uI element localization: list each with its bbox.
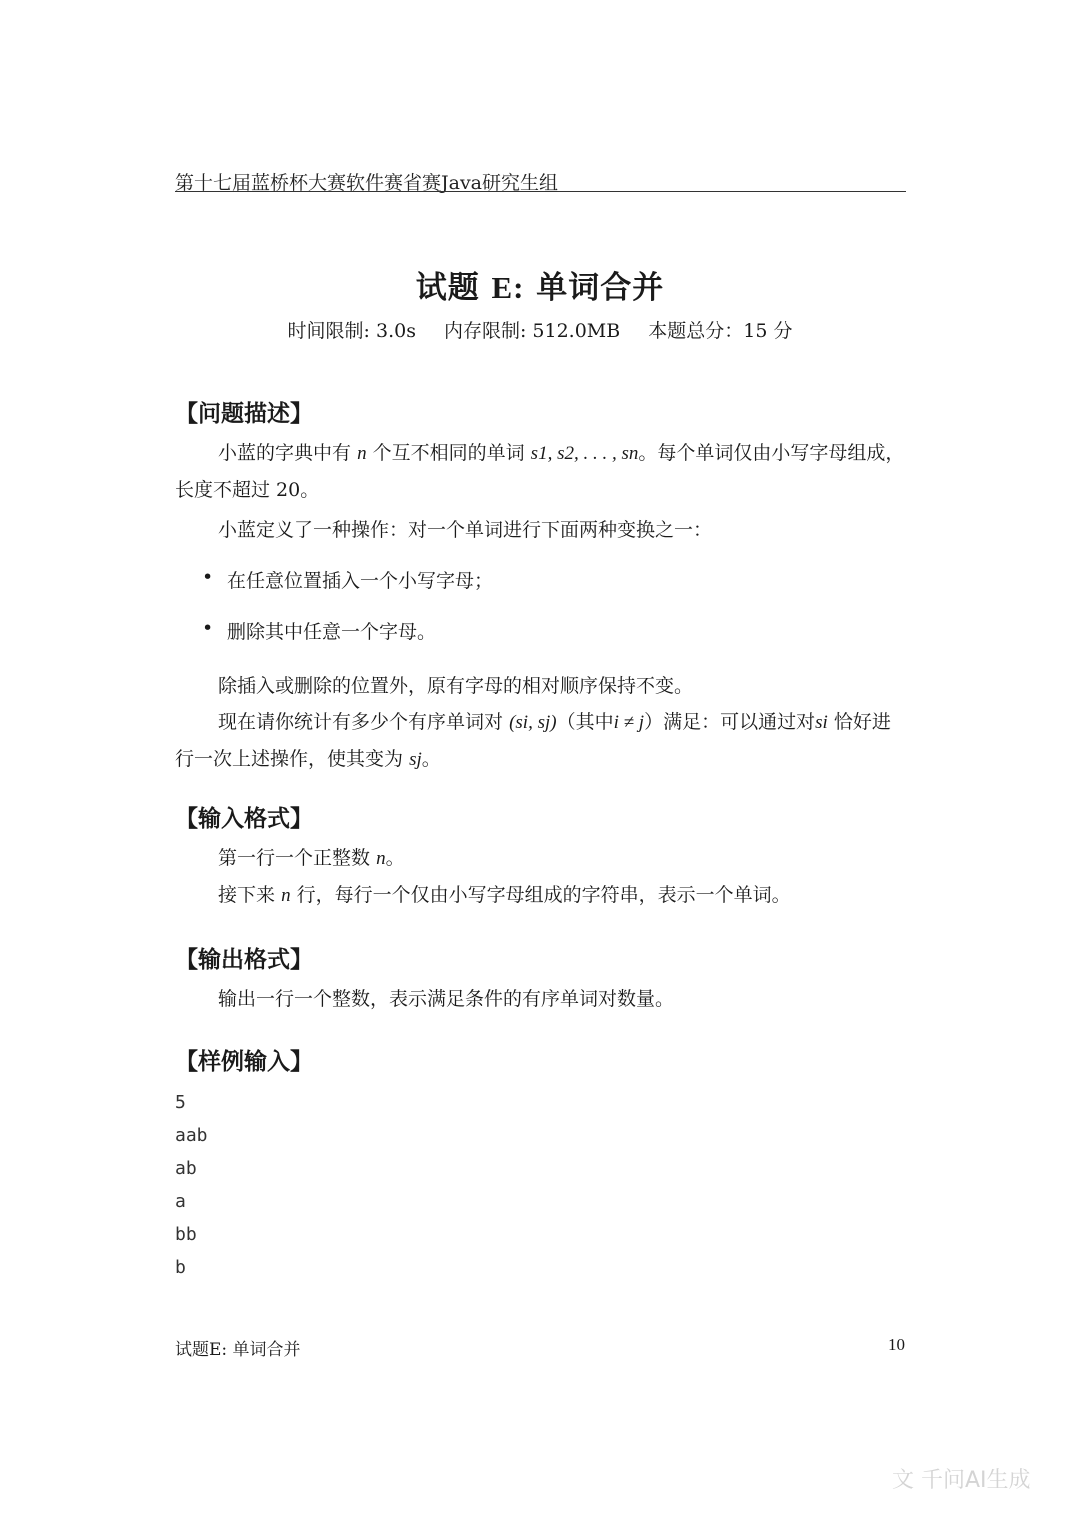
score: 本题总分：15 分	[648, 320, 793, 342]
memory-limit: 内存限制: 512.0MB	[443, 320, 621, 342]
description-paragraph-4: 现在请你统计有多少个有序单词对 (si, sj)（其中i ≠ j）满足：可以通过对si 恰好进行一次上述操作，使其变为 sj。	[175, 711, 891, 770]
title-prefix: 试题	[415, 270, 480, 306]
problem-title	[0, 262, 1080, 307]
description-heading: 【问题描述】	[175, 401, 313, 427]
description-paragraph-3: 除插入或删除的位置外，原有字母的相对顺序保持不变。	[218, 675, 694, 697]
sample-input-line: aab	[175, 1125, 208, 1146]
watermark: 文 千问AI生成	[892, 1468, 1031, 1493]
title-letter: E:	[491, 270, 525, 305]
input-line-1: 第一行一个正整数 n。	[218, 847, 405, 869]
output-heading: 【输出格式】	[175, 947, 313, 973]
problem-limits	[0, 316, 1080, 343]
sample-input-line: ab	[175, 1158, 197, 1179]
word-pair: (si, sj)	[509, 712, 557, 733]
input-line-2: 接下来 n 行，每行一个仅由小写字母组成的字符串，表示一个单词。	[218, 884, 791, 906]
sample-input-line: 5	[175, 1092, 186, 1113]
bullet-item-insert: • 在任意位置插入一个小写字母；	[205, 566, 493, 593]
output-line-1: 输出一行一个整数，表示满足条件的有序单词对数量。	[218, 988, 675, 1010]
sample-input-heading: 【样例输入】	[175, 1049, 313, 1075]
page-number: 10	[888, 1335, 905, 1354]
running-header: 第十七届蓝桥杯大赛软件赛省赛Java研究生组	[175, 172, 559, 194]
sample-input-line: bb	[175, 1224, 197, 1245]
sample-input-block	[175, 1086, 208, 1284]
sample-input-line: a	[175, 1191, 186, 1212]
sample-input-line: b	[175, 1257, 186, 1278]
condition: i ≠ j	[613, 712, 645, 733]
time-limit: 时间限制: 3.0s	[287, 320, 416, 342]
header-rule	[175, 191, 906, 192]
description-paragraph-1: 小蓝的字典中有 n 个互不相同的单词 s1, s2, . . . , sn。每个单词仅由小写字母组成，长度不超过 20。	[175, 442, 905, 501]
input-heading: 【输入格式】	[175, 806, 313, 832]
bullet-item-delete: • 删除其中任意一个字母。	[205, 617, 436, 644]
word-sequence: s1, s2, . . . , sn	[530, 443, 639, 464]
description-paragraph-2: 小蓝定义了一种操作：对一个单词进行下面两种变换之一：	[218, 519, 713, 541]
title-name: 单词合并	[536, 270, 665, 306]
footer-title: 试题E: 单词合并	[175, 1340, 301, 1360]
